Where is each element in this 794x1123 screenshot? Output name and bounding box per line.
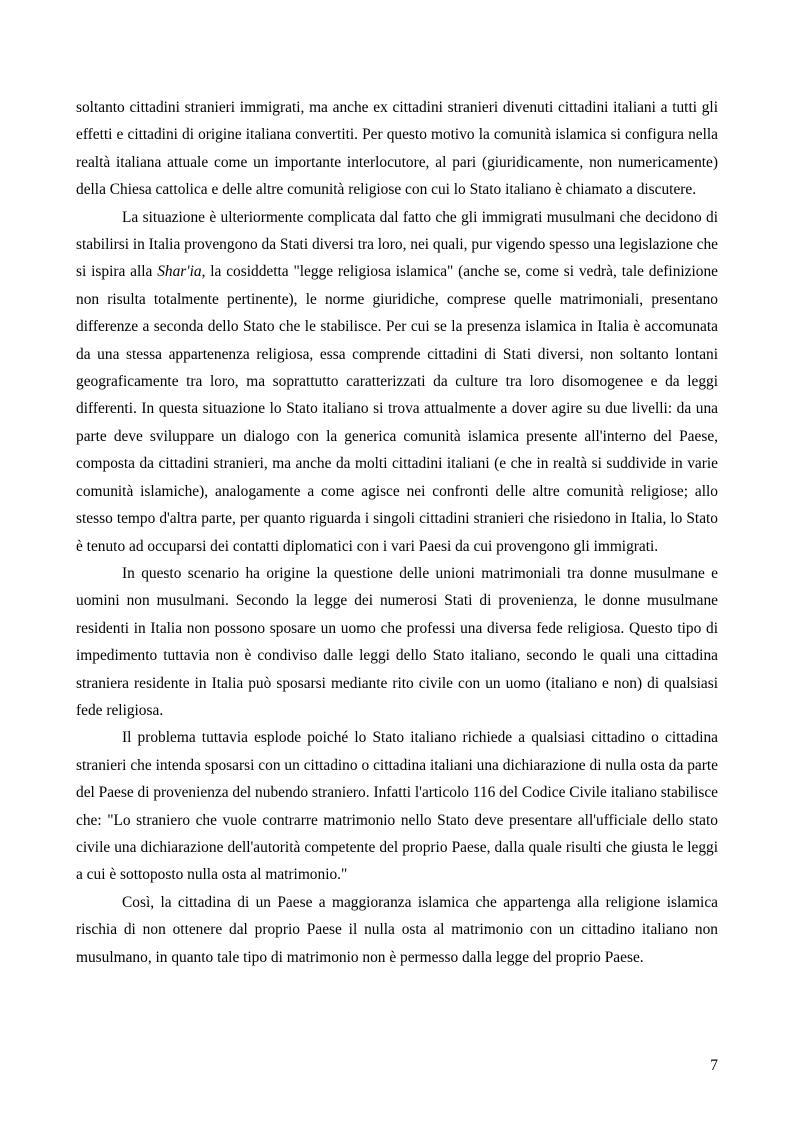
page-number: 7 — [710, 1057, 718, 1074]
paragraph — [76, 889, 718, 971]
body-text — [76, 94, 718, 971]
text-segment: Il problema tuttavia esplode poiché lo Stato italiano richiede a qualsiasi cittadino o cittadina stranieri che intenda sposarsi con un cittadino o cittadina italiani una dichiarazione di nulla osta da parte del Paese di provenienza del nubendo straniero. Infatti l'articolo 116 del Codice Civile italiano stabilisce che: "Lo straniero che vuole contrarre matrimonio nello Stato deve presentare all'ufficiale dello stato civile una dichiarazione dell'autorità competente del proprio Paese, dalla quale risulti che giusta le leggi a cui è sottoposto nulla osta al matrimonio." — [76, 729, 719, 884]
paragraph — [76, 560, 718, 724]
text-segment: soltanto cittadini stranieri immigrati, ma anche ex cittadini stranieri divenuti cittadini italiani a tutti gli effetti e cittadini di origine italiana convertiti. Per questo motivo la comunità islamica si configura nella realtà italiana attuale come un importante interlocutore, al pari (giuridicamente, non numericamente) della Chiesa cattolica e delle altre comunità religiose con cui lo Stato italiano è chiamato a discutere. — [76, 99, 718, 199]
text-segment: In questo scenario ha origine la questione delle unioni matrimoniali tra donne musulmane e uomini non musulmani. Secondo la legge dei numerosi Stati di provenienza, le donne musulmane residenti in Italia non possono sposare un uomo che professi una diversa fede religiosa. Questo tipo di impedimento tuttavia non è condiviso dalle leggi dello Stato italiano, secondo le quali una cittadina straniera residente in Italia può sposarsi mediante rito civile con un uomo (italiano e non) di qualsiasi fede religiosa. — [76, 564, 718, 719]
paragraph — [76, 94, 718, 204]
text-segment: La situazione è ulteriormente complicata dal fatto che gli immigrati musulmani che decidono di stabilirsi in Italia provengono da Stati diversi tra loro, nei quali, pur vigendo spesso una legislazione che si ispira alla — [76, 208, 718, 281]
paragraph — [76, 204, 718, 560]
italic-term: Shar'ia — [157, 263, 202, 281]
paragraph — [76, 724, 718, 888]
text-segment: , la cosiddetta "legge religiosa islamica" (anche se, come si vedrà, tale definizione non risulta totalmente pertinente), le norme giuridiche, comprese quelle matrimoniali, presentano differenze a seconda dello Stato che le stabilisce. Per cui se la presenza islamica in Italia è accomunata da una stessa appartenenza religiosa, essa comprende cittadini di Stati diversi, non soltanto lontani geograficamente tra loro, ma soprattutto caratterizzati da culture tra loro disomogenee e da leggi differenti. In questa situazione lo Stato italiano si trova attualmente a dover agire su due livelli: da una parte deve sviluppare un dialogo con la generica comunità islamica presente all'interno del Paese, composta da cittadini stranieri, ma anche da molti cittadini italiani (e che in realtà si suddivide in varie comunità islamiche), analogamente a come agisce nei confronti delle altre comunità religiose; allo stesso tempo d'altra parte, per quanto riguarda i singoli cittadini stranieri che risiedono in Italia, lo Stato è tenuto ad occuparsi dei contatti diplomatici con i vari Paesi da cui provengono gli immigrati. — [76, 263, 718, 555]
text-segment: Così, la cittadina di un Paese a maggioranza islamica che appartenga alla religione islamica rischia di non ottenere dal proprio Paese il nulla osta al matrimonio con un cittadino italiano non musulmano, in quanto tale tipo di matrimonio non è permesso dalla legge del proprio Paese. — [76, 893, 718, 966]
